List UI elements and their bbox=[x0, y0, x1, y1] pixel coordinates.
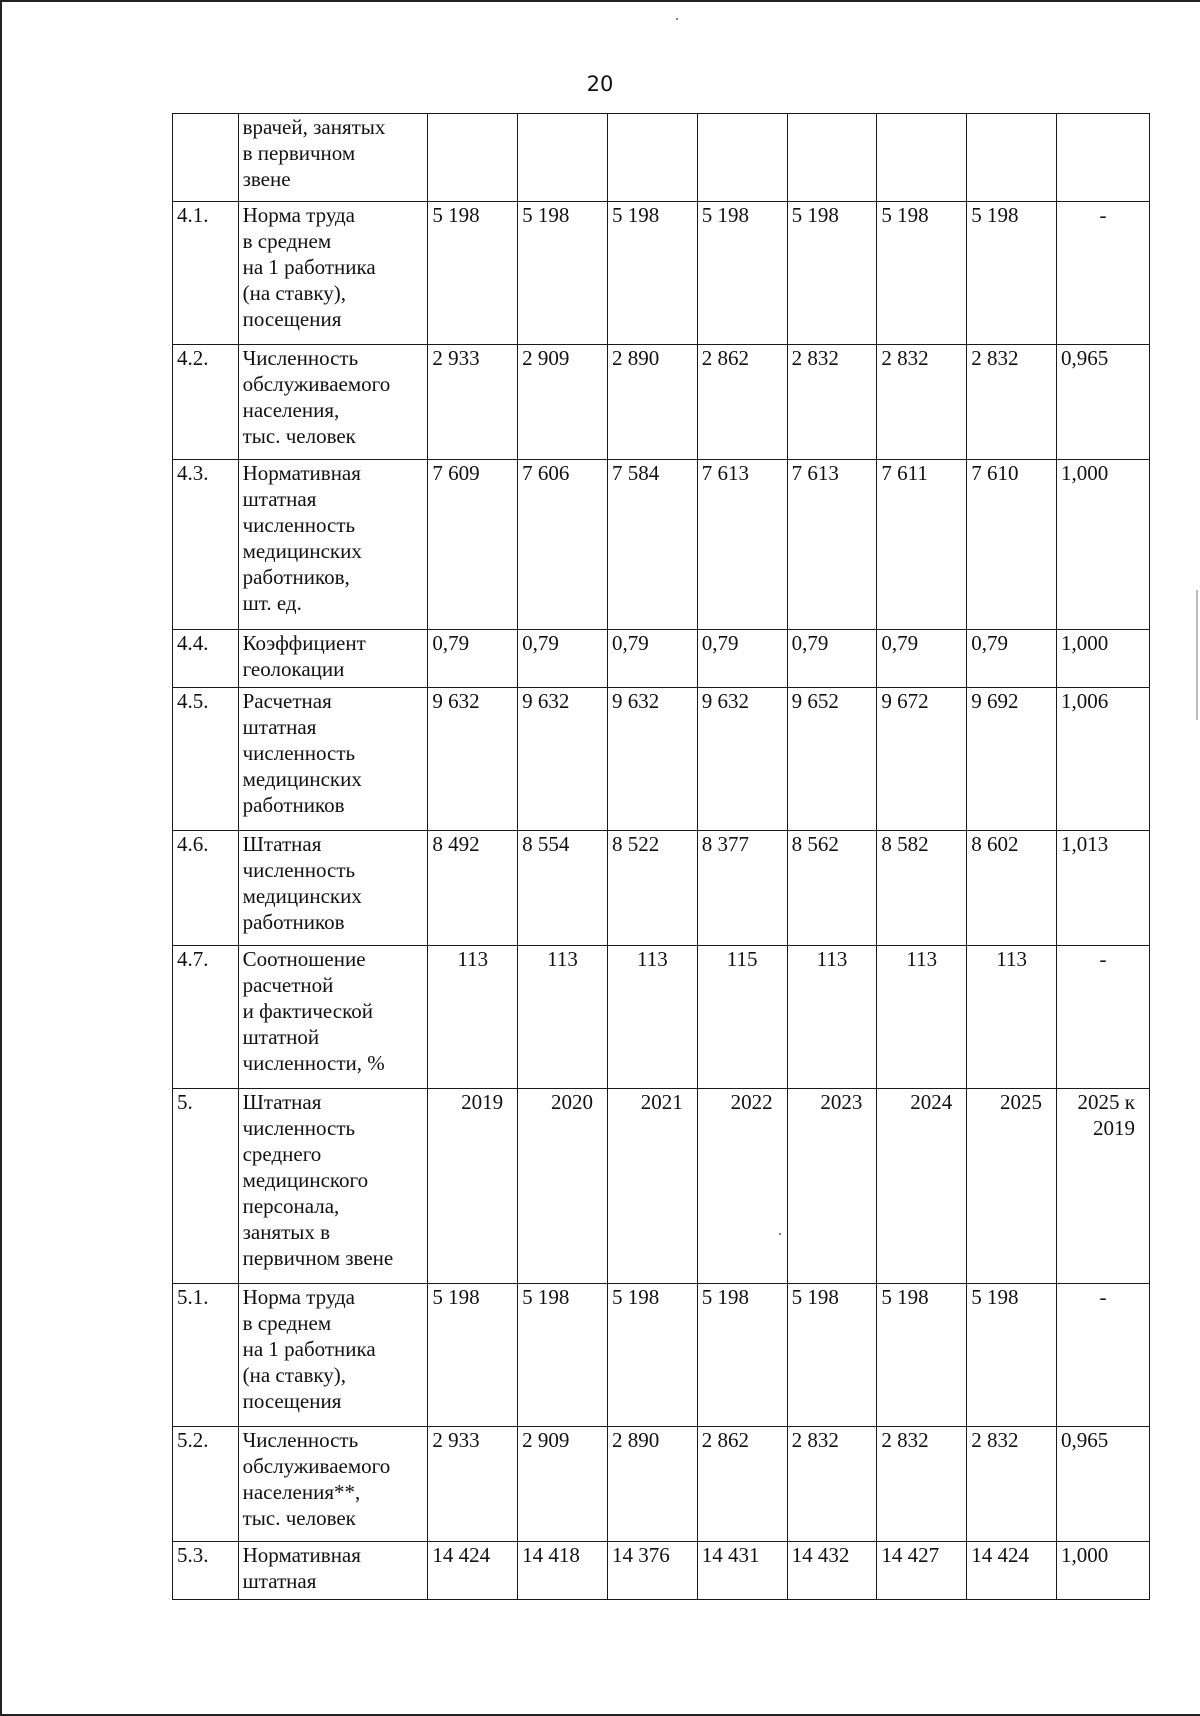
ratio-cell: 0,965 bbox=[1057, 1427, 1150, 1542]
year-value-cell: 5 198 bbox=[877, 202, 967, 345]
indicator-label-cell: Штатная численность среднего медицинского персонала, занятых в первичном звене bbox=[238, 1089, 428, 1284]
ratio-cell: - bbox=[1057, 202, 1150, 345]
indicator-label-cell: Коэффициент геолокации bbox=[238, 630, 428, 688]
year-value-cell bbox=[518, 114, 608, 202]
ratio-cell: 1,000 bbox=[1057, 630, 1150, 688]
year-value-cell: 14 427 bbox=[877, 1542, 967, 1600]
indicator-label-cell: Норма труда в среднем на 1 работника (на ставку), посещения bbox=[238, 1284, 428, 1427]
year-value-cell: 5 198 bbox=[428, 1284, 518, 1427]
year-value-cell: 8 377 bbox=[697, 831, 787, 946]
ratio-cell: - bbox=[1057, 946, 1150, 1089]
year-value-cell: 5 198 bbox=[607, 202, 697, 345]
year-value-cell bbox=[607, 114, 697, 202]
row-number-cell bbox=[173, 114, 239, 202]
scan-speck bbox=[676, 18, 678, 20]
row-number-cell: 5.1. bbox=[173, 1284, 239, 1427]
ratio-cell: 0,965 bbox=[1057, 345, 1150, 460]
row-number-cell: 4.5. bbox=[173, 688, 239, 831]
row-number-cell: 5.2. bbox=[173, 1427, 239, 1542]
year-value-cell: 5 198 bbox=[787, 202, 877, 345]
year-value-cell: 2 890 bbox=[607, 345, 697, 460]
indicator-label-cell: Численность обслуживаемого населения**, тыс. человек bbox=[238, 1427, 428, 1542]
indicator-label-cell: Расчетная штатная численность медицинских работников bbox=[238, 688, 428, 831]
year-value-cell: 0,79 bbox=[428, 630, 518, 688]
year-value-cell: 7 606 bbox=[518, 460, 608, 630]
year-value-cell: 9 632 bbox=[697, 688, 787, 831]
year-value-cell: 5 198 bbox=[787, 1284, 877, 1427]
year-value-cell: 5 198 bbox=[697, 202, 787, 345]
ratio-cell: - bbox=[1057, 1284, 1150, 1427]
ratio-cell: 1,000 bbox=[1057, 460, 1150, 630]
year-value-cell: 0,79 bbox=[697, 630, 787, 688]
table-row bbox=[173, 1284, 1150, 1427]
year-value-cell: 0,79 bbox=[877, 630, 967, 688]
year-value-cell: 2 832 bbox=[787, 1427, 877, 1542]
year-value-cell: 14 424 bbox=[428, 1542, 518, 1600]
year-value-cell: 7 610 bbox=[967, 460, 1057, 630]
row-number-cell: 5.3. bbox=[173, 1542, 239, 1600]
year-value-cell: 7 609 bbox=[428, 460, 518, 630]
year-value-cell bbox=[787, 114, 877, 202]
year-value-cell: 9 632 bbox=[428, 688, 518, 831]
ratio-cell: 2025 к 2019 bbox=[1057, 1089, 1150, 1284]
ratio-cell: 1,013 bbox=[1057, 831, 1150, 946]
ratio-cell: 1,006 bbox=[1057, 688, 1150, 831]
year-value-cell: 9 632 bbox=[607, 688, 697, 831]
year-value-cell: 0,79 bbox=[787, 630, 877, 688]
year-value-cell: 0,79 bbox=[607, 630, 697, 688]
year-value-cell: 113 bbox=[518, 946, 608, 1089]
year-value-cell: 5 198 bbox=[697, 1284, 787, 1427]
year-value-cell: 2024 bbox=[877, 1089, 967, 1284]
year-value-cell: 7 584 bbox=[607, 460, 697, 630]
year-value-cell: 14 424 bbox=[967, 1542, 1057, 1600]
year-value-cell: 113 bbox=[607, 946, 697, 1089]
year-value-cell: 2 862 bbox=[697, 345, 787, 460]
year-value-cell: 14 418 bbox=[518, 1542, 608, 1600]
year-value-cell: 7 611 bbox=[877, 460, 967, 630]
year-value-cell: 14 376 bbox=[607, 1542, 697, 1600]
year-value-cell: 2 933 bbox=[428, 1427, 518, 1542]
year-value-cell bbox=[428, 114, 518, 202]
table-row bbox=[173, 688, 1150, 831]
year-value-cell: 9 672 bbox=[877, 688, 967, 831]
table-row bbox=[173, 831, 1150, 946]
year-value-cell: 8 492 bbox=[428, 831, 518, 946]
year-value-cell: 14 432 bbox=[787, 1542, 877, 1600]
indicator-label-cell: Соотношение расчетной и фактической штатной численности, % bbox=[238, 946, 428, 1089]
year-value-cell: 2022 bbox=[697, 1089, 787, 1284]
indicator-label-cell: Норма труда в среднем на 1 работника (на ставку), посещения bbox=[238, 202, 428, 345]
year-value-cell: 5 198 bbox=[967, 1284, 1057, 1427]
year-value-cell: 113 bbox=[787, 946, 877, 1089]
year-value-cell: 2 832 bbox=[967, 1427, 1057, 1542]
year-value-cell: 2 909 bbox=[518, 1427, 608, 1542]
year-value-cell: 113 bbox=[877, 946, 967, 1089]
year-value-cell: 5 198 bbox=[518, 1284, 608, 1427]
row-number-cell: 4.2. bbox=[173, 345, 239, 460]
page-number: 20 bbox=[586, 72, 614, 96]
year-value-cell: 5 198 bbox=[967, 202, 1057, 345]
year-value-cell: 115 bbox=[697, 946, 787, 1089]
year-value-cell: 9 692 bbox=[967, 688, 1057, 831]
year-value-cell: 2 890 bbox=[607, 1427, 697, 1542]
table-row bbox=[173, 1427, 1150, 1542]
row-number-cell: 4.3. bbox=[173, 460, 239, 630]
year-value-cell: 2020 bbox=[518, 1089, 608, 1284]
year-value-cell: 8 602 bbox=[967, 831, 1057, 946]
year-value-cell: 8 554 bbox=[518, 831, 608, 946]
year-value-cell: 2 832 bbox=[877, 1427, 967, 1542]
year-value-cell: 8 582 bbox=[877, 831, 967, 946]
year-value-cell: 2 933 bbox=[428, 345, 518, 460]
year-value-cell: 5 198 bbox=[877, 1284, 967, 1427]
year-value-cell: 8 522 bbox=[607, 831, 697, 946]
indicator-label-cell: Нормативная штатная численность медицинских работников, шт. ед. bbox=[238, 460, 428, 630]
scan-edge-mark bbox=[1196, 0, 1198, 1716]
year-value-cell: 2 909 bbox=[518, 345, 608, 460]
year-value-cell bbox=[967, 114, 1057, 202]
year-value-cell: 2019 bbox=[428, 1089, 518, 1284]
row-number-cell: 4.4. bbox=[173, 630, 239, 688]
row-number-cell: 4.6. bbox=[173, 831, 239, 946]
indicator-label-cell: Нормативная штатная bbox=[238, 1542, 428, 1600]
row-number-cell: 4.7. bbox=[173, 946, 239, 1089]
year-value-cell: 8 562 bbox=[787, 831, 877, 946]
year-value-cell: 113 bbox=[967, 946, 1057, 1089]
table-row bbox=[173, 114, 1150, 202]
year-value-cell: 2 862 bbox=[697, 1427, 787, 1542]
table-row bbox=[173, 202, 1150, 345]
year-value-cell: 2023 bbox=[787, 1089, 877, 1284]
year-value-cell: 2025 bbox=[967, 1089, 1057, 1284]
year-value-cell: 2 832 bbox=[877, 345, 967, 460]
row-number-cell: 4.1. bbox=[173, 202, 239, 345]
table-row bbox=[173, 1542, 1150, 1600]
table-row bbox=[173, 460, 1150, 630]
year-value-cell: 0,79 bbox=[967, 630, 1057, 688]
year-value-cell: 7 613 bbox=[787, 460, 877, 630]
year-value-cell: 14 431 bbox=[697, 1542, 787, 1600]
year-value-cell: 5 198 bbox=[428, 202, 518, 345]
staffing-table bbox=[172, 113, 1150, 1600]
year-value-cell: 5 198 bbox=[518, 202, 608, 345]
year-value-cell: 9 652 bbox=[787, 688, 877, 831]
year-value-cell bbox=[877, 114, 967, 202]
year-value-cell: 113 bbox=[428, 946, 518, 1089]
table-row bbox=[173, 345, 1150, 460]
table-row bbox=[173, 946, 1150, 1089]
indicator-label-cell: Штатная численность медицинских работников bbox=[238, 831, 428, 946]
year-value-cell: 5 198 bbox=[607, 1284, 697, 1427]
indicator-label-cell: врачей, занятых в первичном звене bbox=[238, 114, 428, 202]
year-value-cell: 0,79 bbox=[518, 630, 608, 688]
year-value-cell: 2 832 bbox=[787, 345, 877, 460]
year-value-cell: 7 613 bbox=[697, 460, 787, 630]
year-value-cell bbox=[697, 114, 787, 202]
year-value-cell: 9 632 bbox=[518, 688, 608, 831]
indicator-label-cell: Численность обслуживаемого населения, тыс. человек bbox=[238, 345, 428, 460]
table-row bbox=[173, 1089, 1150, 1284]
year-value-cell: 2 832 bbox=[967, 345, 1057, 460]
ratio-cell bbox=[1057, 114, 1150, 202]
year-value-cell: 2021 bbox=[607, 1089, 697, 1284]
table-row bbox=[173, 630, 1150, 688]
ratio-cell: 1,000 bbox=[1057, 1542, 1150, 1600]
row-number-cell: 5. bbox=[173, 1089, 239, 1284]
